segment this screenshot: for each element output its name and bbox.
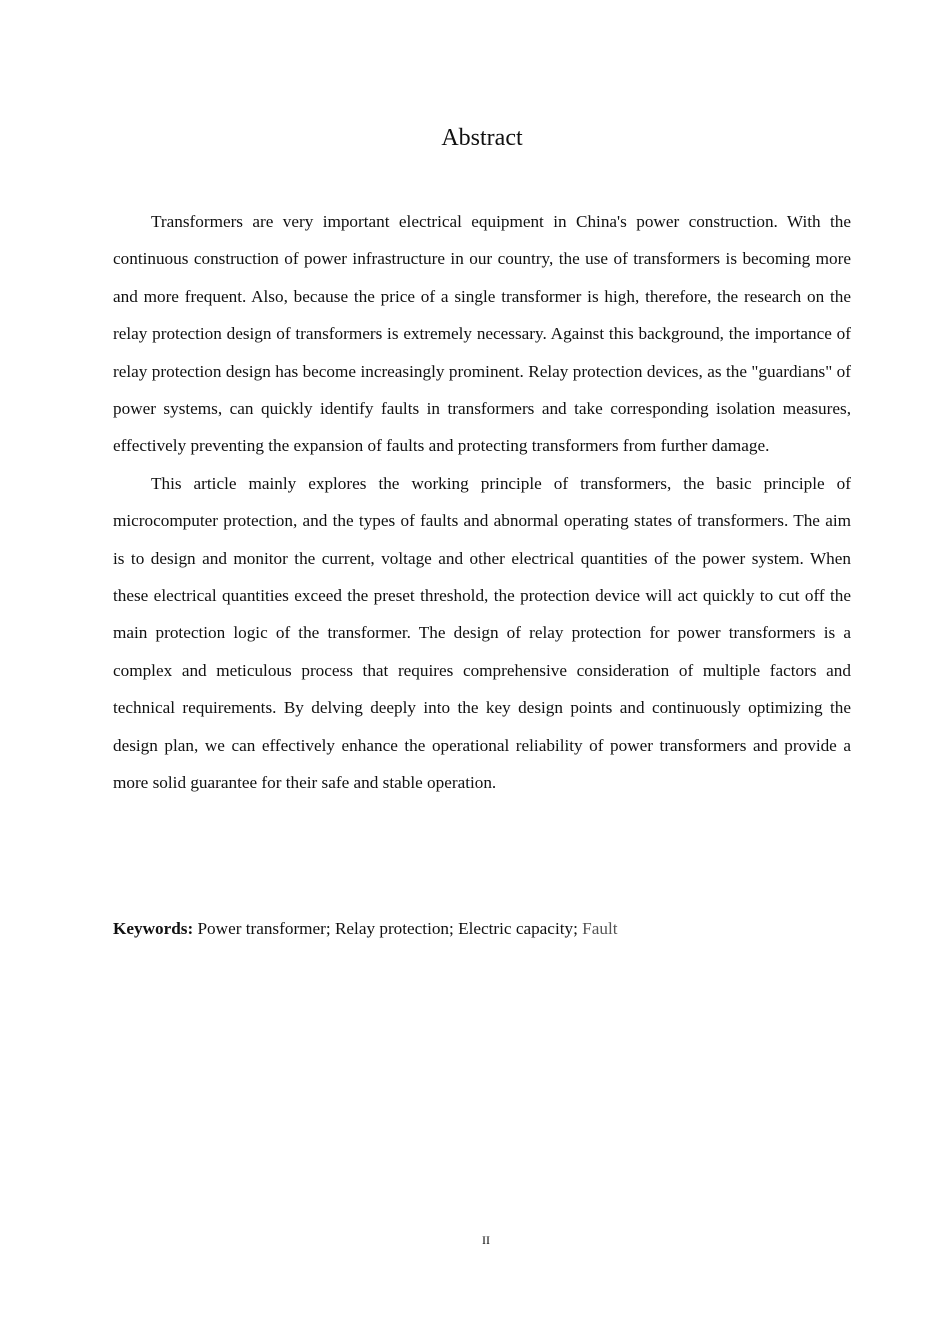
abstract-body	[113, 203, 851, 802]
keywords-last-item: Fault	[582, 919, 618, 938]
keywords-label: Keywords:	[113, 919, 194, 938]
keywords-items: Power transformer; Relay protection; Electric capacity;	[193, 919, 583, 938]
page-number: II	[482, 1233, 490, 1247]
abstract-paragraph-1: Transformers are very important electrical equipment in China's power construction. With the continuous construction of power infrastructure in our country, the use of transformers is becoming more and more frequent. Also, because the price of a single transformer is high, therefore, the research on the relay protection design of transformers is extremely necessary. Against this background, the importance of relay protection design has become increasingly prominent. Relay protection devices, as the "guardians" of power systems, can quickly identify faults in transformers and take corresponding isolation measures, effectively preventing the expansion of faults and protecting transformers from further damage.	[113, 212, 851, 456]
abstract-title: Abstract	[441, 125, 523, 151]
keywords-line	[113, 912, 863, 946]
abstract-paragraph-2: This article mainly explores the working principle of transformers, the basic principle of microcomputer protection, and the types of faults and abnormal operating states of transformers. The aim is to design and monitor the current, voltage and other electrical quantities of the power system. When these electrical quantities exceed the preset threshold, the protection device will act quickly to cut off the main protection logic of the transformer. The design of relay protection for power transformers is a complex and meticulous process that requires comprehensive consideration of multiple factors and technical requirements. By delving deeply into the key design points and continuously optimizing the design plan, we can effectively enhance the operational reliability of power transformers and provide a more solid guarantee for their safe and stable operation.	[113, 473, 851, 793]
